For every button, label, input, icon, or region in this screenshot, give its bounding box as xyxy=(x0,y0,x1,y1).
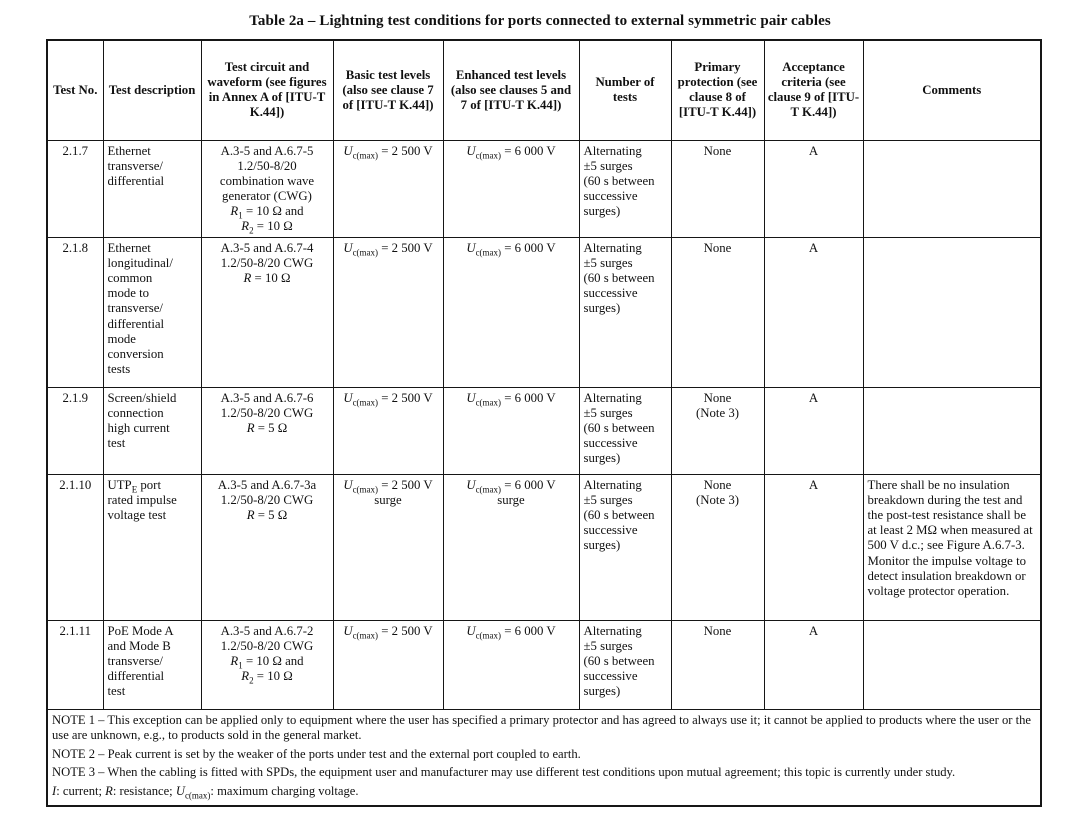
cell-enhanced-level: $U_{c(max)} = 6$ 000 V xyxy=(443,621,579,710)
cell-test-description: PoE Mode A and Mode B transverse/ differential test xyxy=(103,621,201,710)
header-row xyxy=(47,40,1041,140)
table-title: Table 2a – Lightning test conditions for ports connected to external symmetric pair cables xyxy=(249,13,831,29)
cell-number-of-tests: Alternating ±5 surges (60 s between successive surges) xyxy=(579,238,671,388)
note-2: NOTE 2 – Peak current is set by the weaker of the ports under test and the external port coupled to earth. xyxy=(52,746,581,761)
table-row xyxy=(47,475,1041,621)
cell-acceptance: A xyxy=(764,238,863,388)
cell-comments xyxy=(863,388,1041,475)
cell-basic-level: $U_{c(max)} = 2$ 500 V surge xyxy=(333,475,443,621)
cell-primary-protection: None (Note 3) xyxy=(671,388,764,475)
header-enhanced-levels: Enhanced test levels (also see clauses 5 and 7 of [ITU-T K.44]) xyxy=(443,40,579,140)
cell-basic-level: $U_{c(max)} = 2$ 500 V xyxy=(333,140,443,238)
header-basic-levels: Basic test levels (also see clause 7 of [ITU-T K.44]) xyxy=(333,40,443,140)
cell-test-no: 2.1.8 xyxy=(47,238,103,388)
header-acceptance-criteria: Acceptance criteria (see clause 9 of [ITU-T K.44]) xyxy=(764,40,863,140)
cell-number-of-tests: Alternating ±5 surges (60 s between successive surges) xyxy=(579,475,671,621)
cell-enhanced-level: $U_{c(max)} = 6$ 000 V xyxy=(443,238,579,388)
cell-acceptance: A xyxy=(764,475,863,621)
note-1: NOTE 1 – This exception can be applied only to equipment where the user has specified a primary protector and has agreed to always use it; it cannot be applied to products where the user or the use are unknown, e.g., to products sold in the general market. xyxy=(52,713,1031,743)
header-primary-protection: Primary protection (see clause 8 of [ITU-T K.44]) xyxy=(671,40,764,140)
cell-acceptance: A xyxy=(764,140,863,238)
header-test-description: Test description xyxy=(103,40,201,140)
cell-test-description: Screen/shield connection high current test xyxy=(103,388,201,475)
cell-number-of-tests: Alternating ±5 surges (60 s between successive surges) xyxy=(579,621,671,710)
header-test-no: Test No. xyxy=(47,40,103,140)
abbreviations-line: I: current; R: resistance; $U_{c(max)}$: maximum charging voltage. xyxy=(52,783,359,801)
cell-comments: There shall be no insulation breakdown during the test and the post-test resistance shall be at least 2 MΩ when measured at 500 V d.c.; see Figure A.6.7-3. Monitor the impulse voltage to detect insulation breakdown or voltage protector operation. xyxy=(863,475,1041,621)
cell-test-circuit: A.3-5 and A.6.7-3a 1.2/50-8/20 CWG R = 5 Ω xyxy=(201,475,333,621)
cell-number-of-tests: Alternating ±5 surges (60 s between successive surges) xyxy=(579,140,671,238)
table-row xyxy=(47,388,1041,475)
table-row xyxy=(47,621,1041,710)
cell-acceptance: A xyxy=(764,621,863,710)
cell-comments xyxy=(863,238,1041,388)
cell-primary-protection: None xyxy=(671,140,764,238)
note-3: NOTE 3 – When the cabling is fitted with SPDs, the equipment user and manufacturer may use different test conditions upon mutual agreement; this topic is currently under study. xyxy=(52,765,956,780)
cell-primary-protection: None (Note 3) xyxy=(671,475,764,621)
notes-row xyxy=(47,710,1041,806)
cell-primary-protection: None xyxy=(671,238,764,388)
cell-basic-level: $U_{c(max)} = 2$ 500 V xyxy=(333,238,443,388)
cell-test-description: Ethernet longitudinal/ common mode to transverse/ differential mode conversion tests xyxy=(103,238,201,388)
cell-basic-level: $U_{c(max)} = 2$ 500 V xyxy=(333,388,443,475)
cell-test-no: 2.1.7 xyxy=(47,140,103,238)
cell-test-circuit: A.3-5 and A.6.7-2 1.2/50-8/20 CWG $R_1 = 10$ Ω and $R_2 = 10$ Ω xyxy=(201,621,333,710)
lightning-test-table xyxy=(46,39,1042,807)
table-notes xyxy=(47,710,1041,806)
header-test-circuit: Test circuit and waveform (see figures in Annex A of [ITU-T K.44]) xyxy=(201,40,333,140)
cell-enhanced-level: $U_{c(max)} = 6$ 000 V xyxy=(443,388,579,475)
table-row xyxy=(47,238,1041,388)
cell-primary-protection: None xyxy=(671,621,764,710)
cell-test-no: 2.1.11 xyxy=(47,621,103,710)
cell-test-circuit: A.3-5 and A.6.7-5 1.2/50-8/20 combination wave generator (CWG) $R_1 = 10$ Ω and $R_2 = 10$ Ω xyxy=(201,140,333,238)
header-number-of-tests: Number of tests xyxy=(579,40,671,140)
header-comments: Comments xyxy=(863,40,1041,140)
cell-test-no: 2.1.9 xyxy=(47,388,103,475)
cell-enhanced-level: $U_{c(max)} = 6$ 000 V xyxy=(443,140,579,238)
cell-comments xyxy=(863,140,1041,238)
cell-number-of-tests: Alternating ±5 surges (60 s between successive surges) xyxy=(579,388,671,475)
cell-test-description: $UTP_E$ port rated impulse voltage test xyxy=(103,475,201,621)
cell-enhanced-level: $U_{c(max)} = 6$ 000 V surge xyxy=(443,475,579,621)
cell-test-circuit: A.3-5 and A.6.7-4 1.2/50-8/20 CWG R = 10 Ω xyxy=(201,238,333,388)
cell-basic-level: $U_{c(max)} = 2$ 500 V xyxy=(333,621,443,710)
table-row xyxy=(47,140,1041,238)
cell-test-description: Ethernet transverse/ differential xyxy=(103,140,201,238)
cell-acceptance: A xyxy=(764,388,863,475)
cell-comments xyxy=(863,621,1041,710)
cell-test-circuit: A.3-5 and A.6.7-6 1.2/50-8/20 CWG R = 5 Ω xyxy=(201,388,333,475)
cell-test-no: 2.1.10 xyxy=(47,475,103,621)
